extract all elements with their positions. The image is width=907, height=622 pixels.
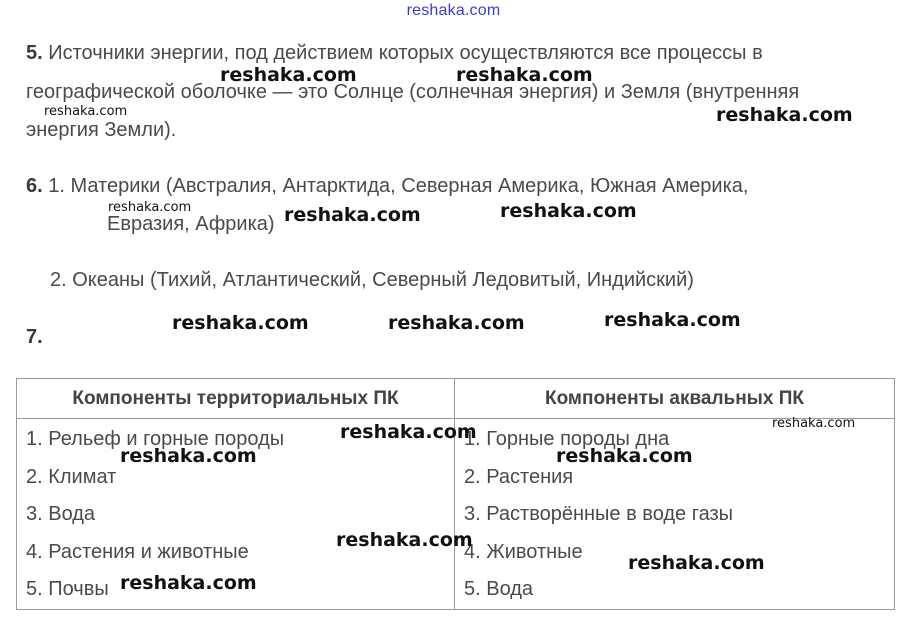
watermark: reshaka.com: [44, 104, 128, 119]
q5-number: 5.: [26, 42, 43, 64]
watermark: reshaka.com: [500, 200, 637, 222]
watermark: reshaka.com: [336, 529, 473, 551]
q7-number: 7.: [26, 326, 43, 348]
watermark: reshaka.com: [556, 445, 693, 467]
table-header-row: [17, 379, 895, 419]
watermark: reshaka.com: [340, 421, 477, 443]
q5-line-3: энергия Земли).: [26, 119, 177, 141]
list-item: 4. Растения и животные: [26, 540, 249, 563]
watermark: reshaka.com: [120, 445, 257, 467]
list-item: 4. Животные: [464, 540, 583, 563]
q6-item-2: 2. Океаны (Тихий, Атлантический, Северный Ледовитый, Индийский): [50, 269, 694, 291]
list-item: 3. Вода: [26, 503, 96, 525]
watermark: reshaka.com: [172, 312, 309, 334]
q5-text-1: Источники энергии, под действием которых осуществляются все процессы в: [48, 42, 763, 64]
q6-line-1: [26, 175, 748, 198]
q5-line-1: [26, 42, 763, 65]
watermark: reshaka.com: [628, 552, 765, 574]
watermark: reshaka.com: [772, 416, 856, 431]
list-item: 1. Рельеф и горные породы: [26, 428, 285, 450]
watermark: reshaka.com: [388, 312, 525, 334]
header-aquatic: Компоненты аквальных ПК: [455, 379, 895, 419]
header-site-link[interactable]: reshaka.com: [406, 2, 501, 19]
watermark: reshaka.com: [604, 309, 741, 331]
q5-line-2: географической оболочке — это Солнце (солнечная энергия) и Земля (внутренняя: [26, 81, 800, 103]
header-territorial: Компоненты территориальных ПК: [17, 379, 455, 419]
watermark: reshaka.com: [108, 200, 192, 215]
q6-item-1-continuation: Евразия, Африка): [107, 213, 275, 235]
watermark: reshaka.com: [220, 64, 357, 86]
list-item: 5. Вода: [464, 578, 534, 600]
list-item: 5. Почвы: [26, 578, 109, 600]
list-item: 3. Растворённые в воде газы: [464, 503, 734, 525]
list-item: 2. Климат: [26, 465, 117, 488]
q6-item-1-text: 1. Материки (Австралия, Антарктида, Северная Америка, Южная Америка,: [48, 175, 749, 197]
list-item: 2. Растения: [464, 465, 574, 488]
list-item: 1. Горные породы дна: [464, 428, 670, 450]
watermark: reshaka.com: [284, 204, 421, 226]
watermark: reshaka.com: [456, 64, 593, 86]
q6-number: 6.: [26, 175, 43, 197]
watermark: reshaka.com: [120, 572, 257, 594]
watermark: reshaka.com: [716, 104, 853, 126]
